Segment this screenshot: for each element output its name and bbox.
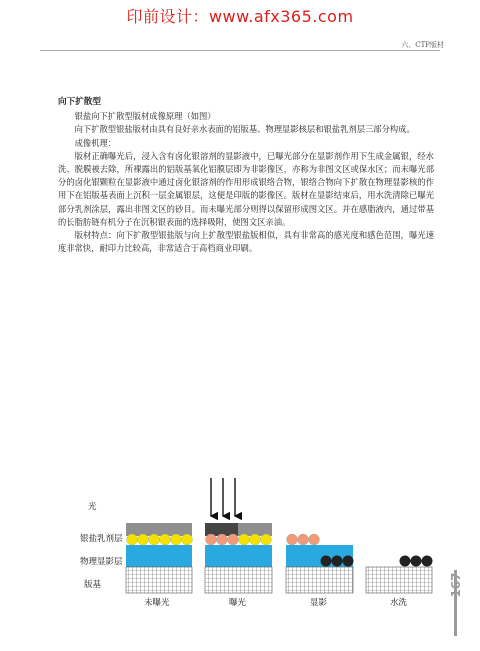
stage-label-water-wash: 水洗 (390, 598, 408, 608)
label-light: 光 (88, 502, 97, 512)
base-layer (366, 567, 432, 593)
silver-deposits (400, 556, 433, 567)
body-text (58, 96, 434, 255)
header-rule (40, 50, 440, 51)
physical-dev-layer (126, 545, 192, 567)
emulsion-layer (126, 523, 192, 536)
watermark: 印前设计：www.afx365.com (126, 7, 354, 26)
running-header: 六、CTP版材 (401, 41, 444, 49)
paragraph-3: 成像机理： (74, 137, 117, 148)
base-layer (126, 567, 192, 593)
stage-water-wash (366, 556, 433, 594)
stage-unexposed (126, 523, 193, 593)
paragraph-4: 版材正确曝光后，浸入含有卤化银溶剂的显影液中，已曝光部分在显影剂作用下生成金属银，经水洗、脱膜被去除，所裸露出的铝版基氧化铝膜层即为非影像区，亦称为非图文区或保水区；而未曝光部分的卤化银颗粒在显影液中通过卤化银溶剂的作用形成银络合物，银络合物向下扩散在物理显影核的作用下在铝版基表面上沉积一层金属银层，这便是印版的影像区。版材在显影结束后，用水洗清除已曝光部分乳剂涂层，露出非图文区的砂目。而未曝光部分则得以保留形成图文区。并在感脂液内，通过带基的长脂肪链有机分子在沉积银表面的选择吸附，使图文区亲油。 (58, 150, 434, 227)
section-title: 向下扩散型 (58, 97, 101, 107)
exposed-grains (206, 534, 239, 545)
base-layer (205, 567, 272, 593)
page-number (448, 562, 464, 636)
physical-dev-layer (205, 545, 272, 567)
imaging-diagram (0, 470, 480, 620)
label-emulsion-layer: 银盐乳剂层 (80, 534, 123, 544)
light-arrows (211, 478, 235, 516)
paragraph-2: 向下扩散型银盐版材由具有良好亲水表面的铝版基、物理显影核层和银盐乳剂层三部分构成。 (74, 124, 415, 135)
stage-exposure (205, 523, 272, 593)
stage-label-development: 显影 (310, 598, 328, 608)
stage-label-exposure: 曝光 (229, 598, 247, 608)
paragraph-1: 银盐向下扩散型版材成像原理（如图） (74, 111, 216, 122)
physical-dev-layer (286, 545, 353, 567)
unexposed-grains (239, 534, 272, 545)
stage-development (286, 534, 354, 593)
stage-label-unexposed: 未曝光 (144, 598, 170, 608)
base-layer (286, 567, 353, 593)
label-base: 版基 (84, 580, 102, 590)
label-physical-dev-layer: 物理显影层 (80, 557, 123, 567)
silver-deposits (321, 556, 354, 567)
silver-grains (287, 534, 320, 545)
paragraph-5: 版材特点：向下扩散型银盐版与向上扩散型银盐版相似，具有非常高的感光度和感色范围，曝光速度非常快，耐印力比较高，非常适合于高档商业印刷。 (58, 230, 434, 254)
page-number-text: 167 (449, 572, 463, 598)
